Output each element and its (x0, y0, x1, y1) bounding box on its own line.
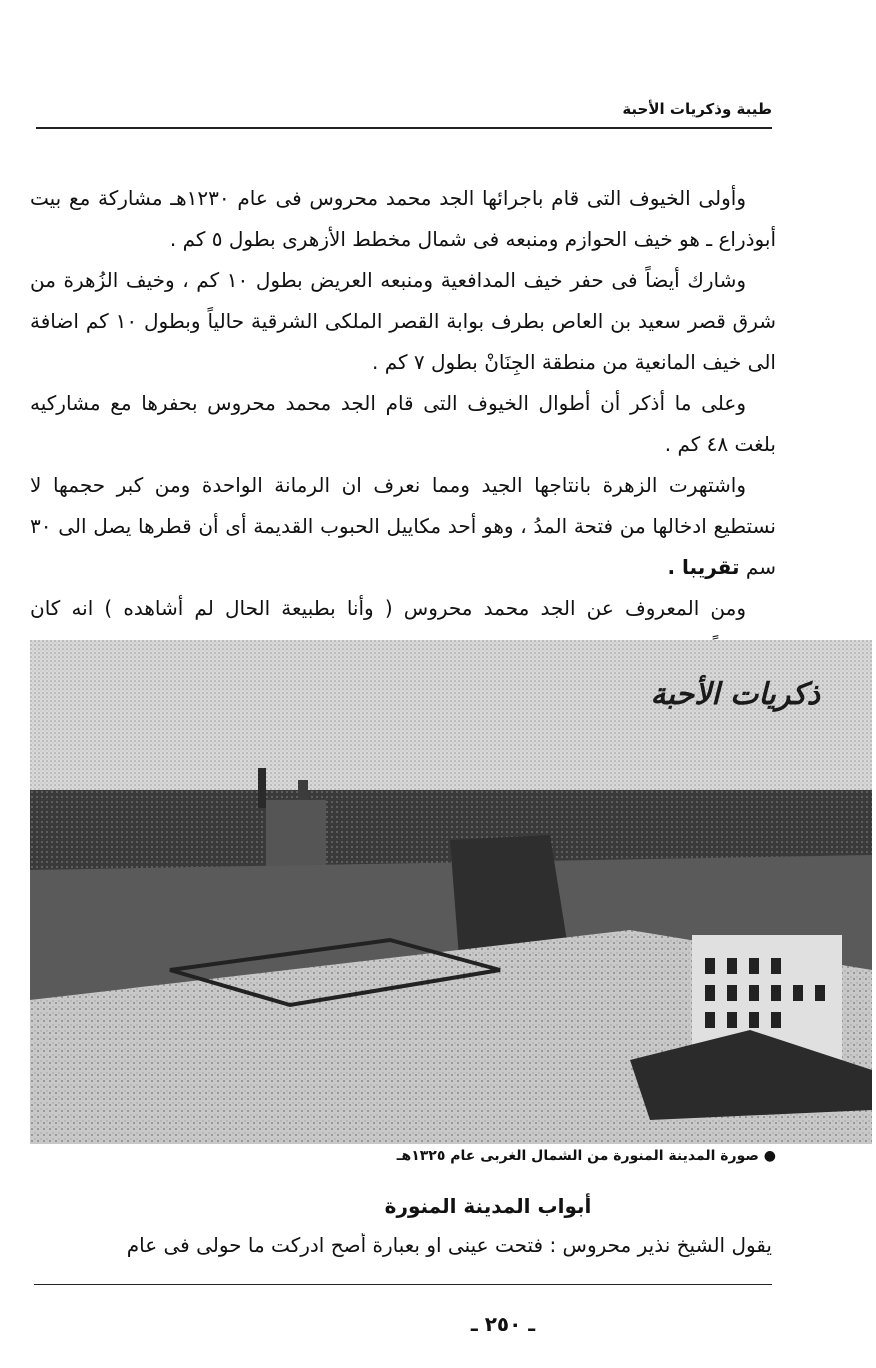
body-text (30, 178, 776, 670)
footer-rule (34, 1284, 772, 1285)
paragraph-4-bold-tail: تقريبا . (667, 555, 740, 579)
running-header: طيبة وذكريات الأحبة (622, 100, 772, 118)
photo-signature: ذكريات الأحبة (650, 677, 820, 712)
paragraph-3: وعلى ما أذكر أن أطوال الخيوف التى قام الجد محمد محروس بحفرها مع مشاركيه بلغت ٤٨ كم . (30, 391, 776, 456)
minaret-1 (258, 768, 266, 808)
header-rule (36, 127, 772, 129)
photo-caption: ● صورة المدينة المنورة من الشمال الغربى عام ١٣٢٥هـ (396, 1148, 776, 1164)
section-first-line: يقول الشيخ نذير محروس : فتحت عينى او بعبارة أصح ادركت ما حولى فى عام (126, 1233, 772, 1257)
section-heading: أبواب المدينة المنورة (384, 1194, 592, 1218)
photo-sky (30, 640, 872, 800)
paragraph-1: وأولى الخيوف التى قام باجرائها الجد محمد محروس فى عام ١٢٣٠هـ مشاركة مع بيت أبوذراع ـ هو خيف الحوازم ومنبعه فى شمال مخطط الأزهرى بطول ٥ كم . (30, 186, 776, 251)
paragraph-4-text: واشتهرت الزهرة بانتاجها الجيد ومما نعرف ان الرمانة الواحدة ومن كبر حجمها لا نستطيع ادخالها من فتحة المدُ ، وهو أحد مكاييل الحبوب القديمة أى أن قطرها يصل الى ٣٠ سم (30, 473, 776, 579)
photo-illustration (30, 640, 872, 1144)
historic-photo (30, 640, 872, 1144)
page-number: ـ ٢٥٠ ـ (470, 1312, 536, 1336)
paragraph-5: ومن المعروف عن الجد محمد محروس ( وأنا بطبيعة الحال لم أشاهده ) انه كان (30, 596, 746, 620)
paragraph-4 (30, 465, 776, 588)
paragraph-2: وشارك أيضاً فى حفر خيف المدافعية ومنبعه العريض بطول ١٠ كم ، وخيف الزُهرة من شرق قصر سعيد بن العاص بطرف بوابة القصر الملكى الشرقية حالياً وبطول ١٠ كم اضافة الى خيف المانعية من منطقة الجِنَانْ بطول ٧ كم . (30, 268, 776, 374)
